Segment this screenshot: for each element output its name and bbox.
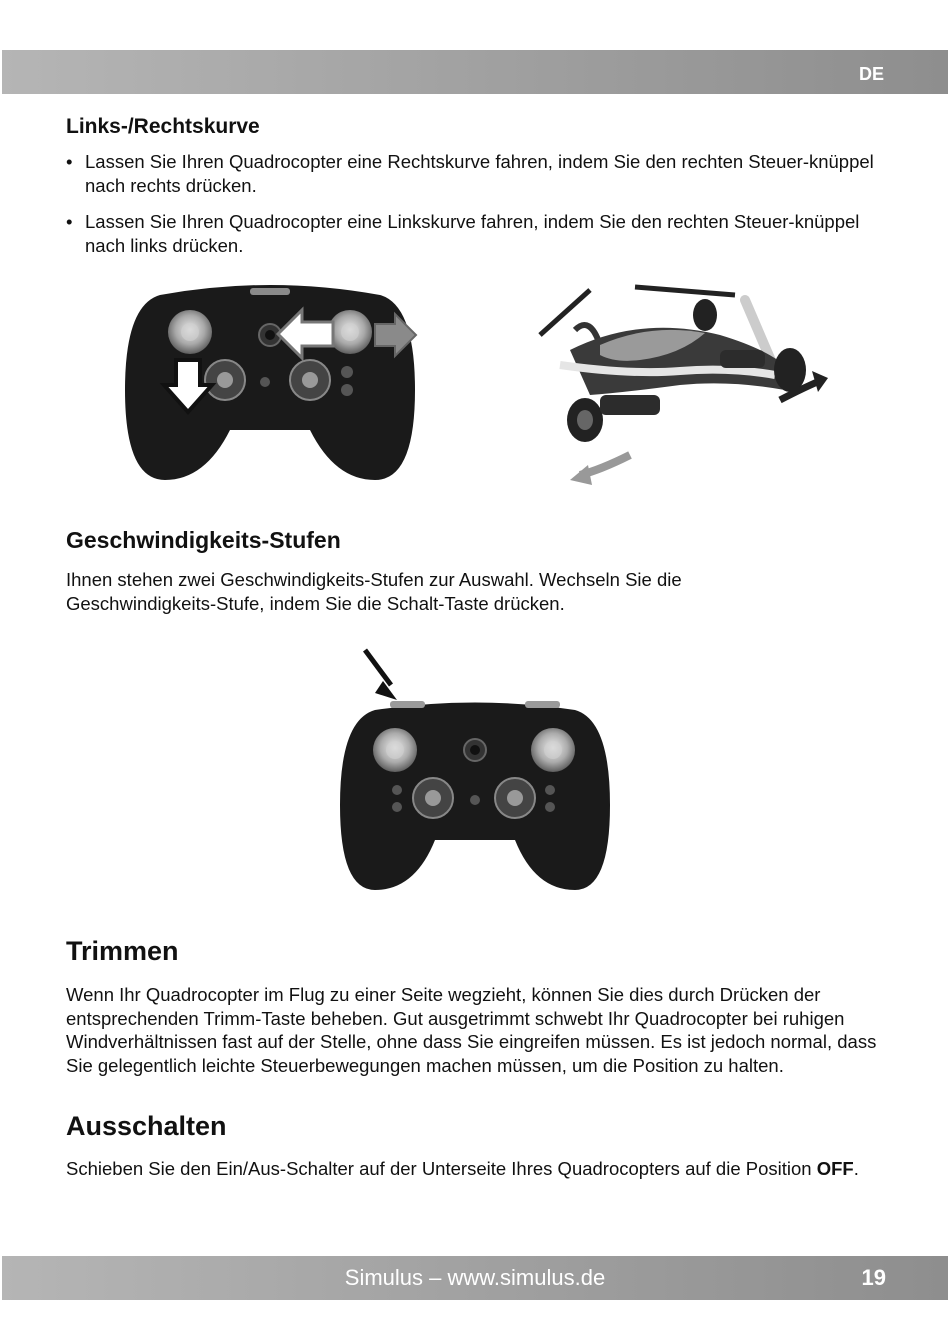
heading-trim: Trimmen [66, 936, 179, 966]
controller-turn-image [120, 280, 420, 485]
off-text-main: Schieben Sie den Ein/Aus-Schalter auf der Unterseite Ihres Quadrocopters auf die Position [66, 1158, 817, 1179]
trim-text: Wenn Ihr Quadrocopter im Flug zu einer Seite wegzieht, können Sie dies durch Drücken der entsprechenden Trimm-Taste beheben. Gut ausgetrimmt schwebt Ihr Quadrocopter bei ruhigen Windverhältnissen fast auf der Stelle, ohne dass Sie eingreifen müssen. Es ist jedoch normal, dass Sie gelegentlich leichte Steuerbewegungen machen müssen, um die Position zu halten. [66, 984, 877, 1076]
bullet-left-curve: • Lassen Sie Ihren Quadrocopter eine Linkskurve fahren, indem Sie den rechten Steuer-knüppel nach links drücken. [66, 210, 896, 258]
off-text [66, 1157, 896, 1181]
footer-bar [2, 1256, 948, 1300]
footer-text: Simulus – www.simulus.de [344, 1265, 606, 1290]
header-bar [2, 50, 948, 94]
off-position: OFF [816, 1158, 854, 1179]
off-text-end: . [853, 1158, 859, 1179]
heading-off: Ausschalten [66, 1111, 227, 1141]
language-label: DE [858, 64, 884, 84]
bullet-right-curve: • Lassen Sie Ihren Quadrocopter eine Rechtskurve fahren, indem Sie den rechten Steuer-knüppel nach rechts drücken. [66, 150, 896, 198]
drone-turn-image [530, 275, 830, 490]
heading-curve: Links-/Rechtskurve [66, 115, 260, 138]
arrow-pointer-icon [365, 650, 391, 685]
page-number: 19 [861, 1265, 886, 1290]
speed-text: Ihnen stehen zwei Geschwindigkeits-Stufen zur Auswahl. Wechseln Sie die Geschwindigkeits-Stufe, indem Sie die Schalt-Taste drücken. [66, 569, 682, 614]
controller-speed-image [335, 645, 615, 895]
curve-bullet-list [66, 150, 896, 270]
heading-speed: Geschwindigkeits-Stufen [66, 527, 341, 553]
